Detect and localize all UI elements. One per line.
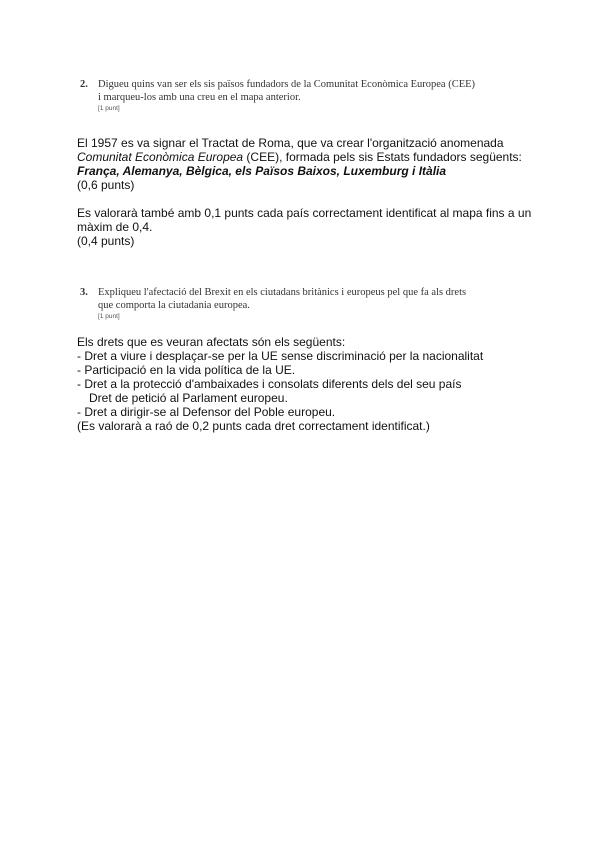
question-text-line: Digueu quins van ser els sis països fundadors de la Comunitat Econòmica Europea (CEE) (98, 79, 476, 90)
question-number: 3. (80, 287, 88, 298)
answer-line: El 1957 es va signar el Tractat de Roma, que va crear l'organització anomenada (77, 136, 504, 150)
answer-line: màxim de 0,4. (77, 220, 153, 234)
grading-note: (Es valorarà a raó de 0,2 punts cada dret correctament identificat.) (77, 419, 430, 433)
question-3 (80, 286, 540, 321)
rights-list-item: - Dret a dirigir-se al Defensor del Poble europeu. (77, 405, 336, 419)
question-points: [1 punt] (98, 313, 120, 320)
answer-text: (CEE), formada pels sis Estats fundadors següents: (243, 150, 522, 164)
answer-line (77, 150, 537, 164)
points-note: (0,4 punts) (77, 234, 135, 248)
rights-list-item: - Participació en la vida política de la UE. (77, 363, 296, 377)
answer-2 (77, 136, 537, 248)
rights-list-item: - Dret a viure i desplaçar-se per la UE sense discriminació per la nacionalitat (77, 349, 484, 363)
question-text-line: i marqueu-los amb una creu en el mapa anterior. (98, 92, 301, 103)
answer-3 (77, 335, 537, 433)
question-text (98, 286, 540, 312)
question-text-line: que comporta la ciutadania europea. (98, 300, 250, 311)
italic-term: Comunitat Econòmica Europea (77, 150, 244, 164)
question-2 (80, 78, 540, 113)
answer-intro: Els drets que es veuran afectats són els següents: (77, 335, 346, 349)
question-points: [1 punt] (98, 105, 120, 112)
question-text (98, 78, 540, 104)
question-text-line: Expliqueu l'afectació del Brexit en els ciutadans britànics i europeus pel que fa als drets (98, 287, 467, 298)
founding-countries: França, Alemanya, Bèlgica, els Països Baixos, Luxemburg i Itàlia (77, 164, 447, 178)
rights-list-item: - Dret a la protecció d'ambaixades i consolats diferents dels del seu país (77, 377, 462, 391)
points-note: (0,6 punts) (77, 178, 135, 192)
answer-line: Es valorarà també amb 0,1 punts cada país correctament identificat al mapa fins a un (77, 206, 532, 220)
question-number: 2. (80, 79, 88, 90)
rights-list-item: Dret de petició al Parlament europeu. (89, 391, 288, 405)
